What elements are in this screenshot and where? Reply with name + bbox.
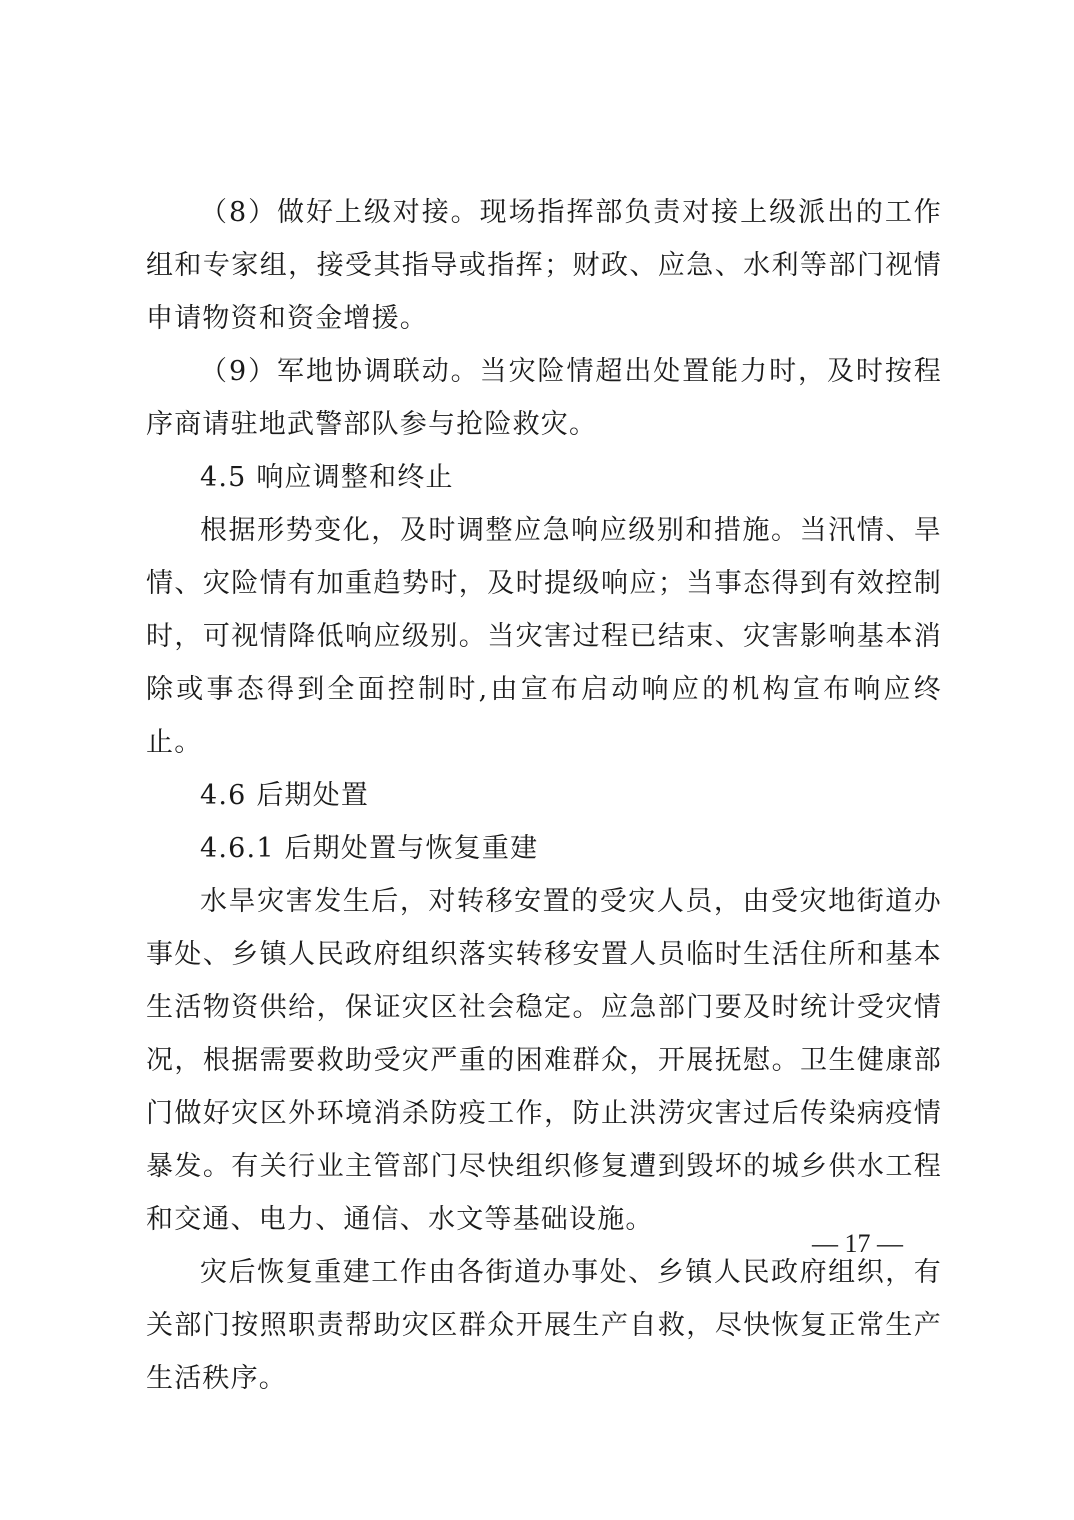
section-heading-4-6: 4.6 后期处置 xyxy=(200,780,370,811)
document-body xyxy=(146,186,942,1405)
page-number: — 17 — xyxy=(812,1229,903,1258)
paragraph-4-6-1-b: 灾后恢复重建工作由各街道办事处、乡镇人民政府组织，有关部门按照职责帮助灾区群众开展生产自救，尽快恢复正常生产生活秩序。 xyxy=(146,1257,942,1394)
paragraph-item-8: （8）做好上级对接。现场指挥部负责对接上级派出的工作组和专家组，接受其指导或指挥；财政、应急、水利等部门视情申请物资和资金增援。 xyxy=(146,197,942,334)
section-heading-4-5: 4.5 响应调整和终止 xyxy=(200,462,454,493)
paragraph-4-5: 根据形势变化，及时调整应急响应级别和措施。当汛情、旱情、灾险情有加重趋势时，及时提级响应；当事态得到有效控制时，可视情降低响应级别。当灾害过程已结束、灾害影响基本消除或事态得到全面控制时,由宣布启动响应的机构宣布响应终止。 xyxy=(146,515,942,758)
paragraph-item-9: （9）军地协调联动。当灾险情超出处置能力时，及时按程序商请驻地武警部队参与抢险救灾。 xyxy=(146,356,942,440)
section-heading-4-6-1: 4.6.1 后期处置与恢复重建 xyxy=(200,833,539,864)
paragraph-4-6-1-a: 水旱灾害发生后，对转移安置的受灾人员，由受灾地街道办事处、乡镇人民政府组织落实转移安置人员临时生活住所和基本生活物资供给，保证灾区社会稳定。应急部门要及时统计受灾情况，根据需要救助受灾严重的困难群众，开展抚慰。卫生健康部门做好灾区外环境消杀防疫工作，防止洪涝灾害过后传染病疫情暴发。有关行业主管部门尽快组织修复遭到毁坏的城乡供水工程和交通、电力、通信、水文等基础设施。 xyxy=(146,886,942,1235)
